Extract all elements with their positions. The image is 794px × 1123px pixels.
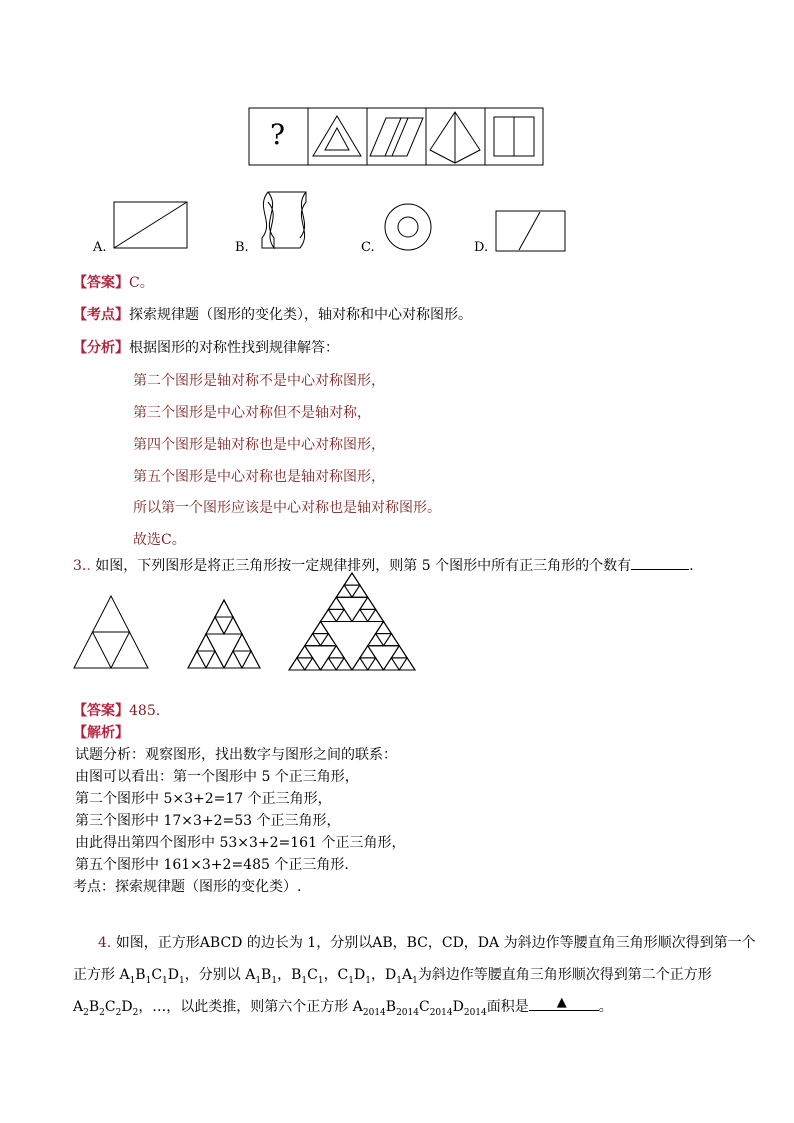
text: B [385,999,397,1015]
analysis-line: 故选C。 [133,532,186,548]
triangle-pattern-figure [0,570,794,680]
q3-dot: . [86,558,91,574]
analysis-intro: 根据图形的对称性找到规律解答： [129,340,339,356]
option-a-label: A. [93,240,107,255]
q2-topic [73,304,472,324]
text: C [151,967,163,983]
q3-line: 第五个图形中 161×3+2=485 个正三角形. [75,857,349,873]
text: ，D [370,967,397,983]
text: A [73,999,84,1015]
sub: 1 [271,975,278,986]
answer-label: 【答案】 [73,275,129,291]
text: 正方形 A [73,967,130,983]
answer-label: 【答案】 [73,703,129,719]
sub: 2 [83,1007,89,1018]
q4-line-3 [73,996,613,1018]
text: 为斜边作等腰直角三角形顺次得到第二个正方形 [417,967,712,983]
sub: 1 [145,975,152,986]
text: D [452,999,464,1015]
text: 面积是 [486,999,529,1015]
sub: 1 [179,975,185,986]
text: C [418,999,430,1015]
analysis-line: 第二个图形是轴对称不是中心对称图形， [133,373,385,389]
text: C [104,999,116,1015]
option-d-label: D. [474,240,489,255]
sub: 1 [412,975,418,986]
q3-line: 第二个图形中 5×3+2=17 个正三角形， [75,791,332,807]
text: ，C [323,967,349,983]
q4-line-2 [73,964,712,986]
text: 。 [598,999,613,1015]
text: A [401,967,413,983]
q3-answer [73,700,160,720]
answer-value: C。 [129,275,154,291]
sub: 2014 [463,1007,487,1018]
text: D [121,999,133,1015]
topic-text: 探索规律题（图形的变化类），轴对称和中心对称图形。 [129,307,472,323]
q3-line: 由图可以看出：第一个图形中 5 个正三角形， [75,769,359,785]
sub: 1 [348,975,355,986]
text: B [88,999,100,1015]
analysis-line: 第五个图形是中心对称也是轴对称图形， [133,469,385,485]
q3-stem-end: . [689,558,694,574]
q3-topic: 考点：探索规律题（图形的变化类）. [73,879,302,895]
answer-blank [529,995,599,1011]
sub: 1 [255,975,262,986]
sequence-figure [0,0,794,270]
sub: 2014 [396,1007,419,1018]
answer-blank [631,557,689,570]
analysis-label: 【解析】 [73,725,129,741]
text: D [354,967,366,983]
q3-line: 第三个图形中 17×3+2=53 个正三角形， [75,813,341,829]
text: C [307,967,318,983]
sub: 2014 [362,1007,386,1018]
answer-value: 485. [129,703,161,719]
analysis-line: 第四个图形是轴对称也是中心对称图形， [133,437,385,453]
analysis-line: 所以第一个图形应该是中心对称也是轴对称图形。 [133,500,441,516]
sub: 1 [396,975,402,986]
analysis-line: 第三个图形是中心对称但不是轴对称， [133,405,371,421]
triangle-mark: ▲ [556,995,567,1010]
sub: 2014 [429,1007,453,1018]
q3-analysis-label [73,722,129,742]
option-b-label: B. [235,240,249,255]
sub: 1 [129,975,136,986]
analysis-label: 【分析】 [73,340,129,356]
text: ，B [277,967,302,983]
q4-line-1 [98,932,756,952]
sub: 1 [317,975,324,986]
text: B [261,967,272,983]
text: ，…，以此类推，则第六个正方形 A [138,999,363,1015]
q3-stem-text: 如图，下列图形是将正三角形按一定规律排列，则第 5 个图形中所有正三角形的个数有 [90,558,632,574]
q3-line: 试题分析：观察图形，找出数字与图形之间的联系： [75,747,397,763]
q3-number: 3. [73,558,87,574]
sub: 1 [301,975,308,986]
sub: 2 [132,1007,139,1018]
text: D [167,967,180,983]
question-mark: ? [270,118,286,151]
text: ，分别以 A [184,967,256,983]
q2-answer [73,272,154,292]
option-c-label: C. [361,240,375,255]
topic-label: 【考点】 [73,307,129,323]
q4-number: 4. [98,935,112,951]
sub: 1 [365,975,371,986]
sub: 2 [99,1007,105,1018]
sub: 1 [162,975,168,986]
text: B [135,967,146,983]
q3-line: 由此得出第四个图形中 53×3+2=161 个正三角形， [75,835,406,851]
q4-line1-text: 如图，正方形ABCD 的边长为 1，分别以AB，BC，CD，DA 为斜边作等腰直角三角形顺次得到第一个 [111,935,756,951]
sub: 2 [115,1007,122,1018]
q2-analysis [73,337,339,357]
